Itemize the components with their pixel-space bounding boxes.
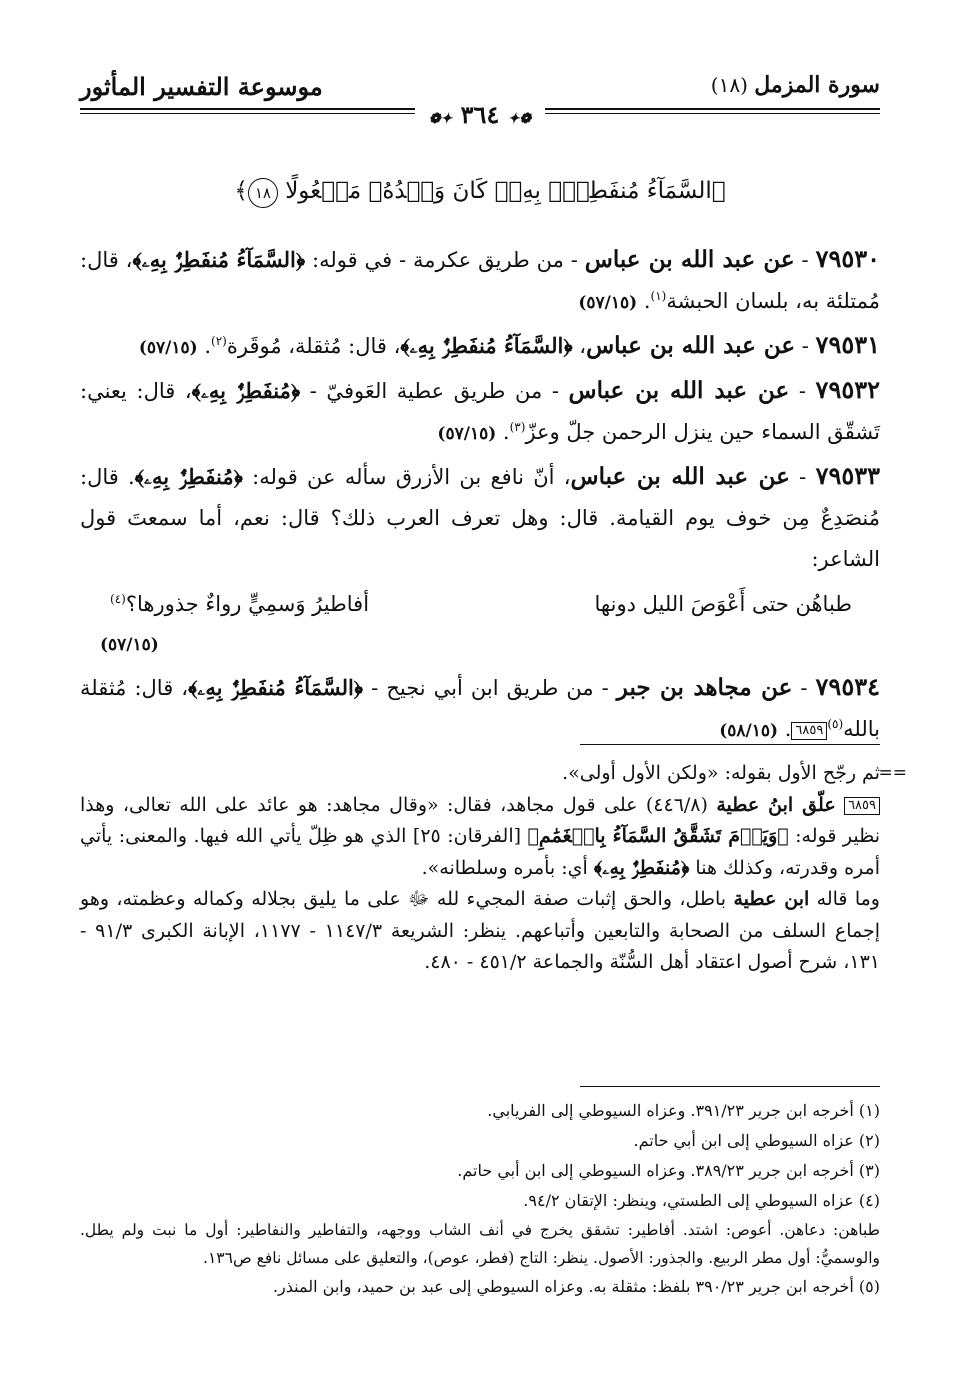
quran-quote: ﴿السَّمَآءُ مُنفَطِرٌۢ بِهِۦ﴾ (132, 247, 306, 272)
entry-number: ٧٩٥٣٣ (815, 461, 881, 490)
poem-hemistich-1: طباهُن حتى أَعْوَصَ الليل دونها (594, 592, 852, 616)
note-author: ابن عطية (733, 888, 810, 910)
entry-chain: - من طريق ابن أبي نجيح - (363, 676, 617, 700)
note-line: ثم رجّح الأول بقوله: «ولكن الأول أولى». (562, 762, 880, 784)
entry-number: ٧٩٥٣٠ (815, 244, 881, 273)
continuation-marker: == (878, 763, 907, 783)
athar-entry (80, 324, 880, 369)
quran-quote: ﴿السَّمَآءُ مُنفَطِرٌۢ بِهِۦ﴾ (188, 675, 364, 700)
volume-reference: (٥٧/١٥) (100, 635, 159, 655)
entry-end: . (778, 717, 792, 741)
surah-number: (١٨) (710, 73, 748, 97)
book-title: موسوعة التفسير المأثور (80, 72, 323, 101)
entry-dash: - (795, 334, 809, 358)
entry-number: ٧٩٥٣١ (815, 330, 880, 359)
page-number: ٣٦٤ (460, 100, 500, 129)
entry-text: ، قال: مُمتلئة به، بلسان الحبشة (80, 248, 880, 313)
entry-text: ، قال: مُثقلة، مُوقَرة (226, 334, 401, 358)
footnote-marker[interactable]: (٣) (509, 420, 526, 434)
quran-quote: ﴿مُنفَطِرٌۢ بِهِۦ﴾ (191, 378, 301, 403)
volume-reference: (٥٧/١٥) (138, 338, 198, 358)
footnote-marker[interactable]: (١) (650, 289, 667, 303)
main-text (80, 238, 880, 752)
footnotes (80, 1096, 880, 1302)
footnote-marker[interactable]: (٢) (211, 334, 227, 348)
entry-dash: - (789, 379, 806, 403)
note-paragraph (80, 790, 880, 885)
volume-reference: (٥٧/١٥) (578, 293, 638, 313)
footnote: (١) أخرجه ابن جرير ٣٩١/٢٣. وعزاه السيوطي إلى الفريابي. (487, 1101, 880, 1120)
quran-quote: ﴿مُنفَطِرٌۢ بِهِۦ﴾ (134, 464, 243, 489)
volume-reference: (٥٨/١٥) (719, 721, 779, 741)
footnote-gloss: طباهن: دعاهن. أعوص: اشتد. أفاطير: تشقق يخرج في أنف الشاب ووجهه، والتفاطير والنفاطير: أول ما نبت ولم يطل. والوسميُّ: أول مطر الربيع. والجذور: الأصول. ينظر: التاج (فطر، عوص)، والتعليق على مسائل نافع ص١٣٦. (80, 1221, 880, 1267)
verse-number-marker: ١٨ (248, 178, 278, 208)
entry-end: . (496, 420, 510, 444)
footnote: (٥) أخرجه ابن جرير ٣٩٠/٢٣ بلفظ: مثقلة به. وعزاه السيوطي إلى عبد بن حميد، وابن المنذر. (272, 1277, 880, 1296)
entry-number: ٧٩٥٣٢ (815, 375, 880, 404)
entry-text: . قال: مُنصَدِعٌ مِن خوف يوم القيامة. قال: وهل تعرف العرب ذلك؟ قال: نعم، أما سمعتَ قول الشاعر: (80, 465, 880, 571)
footnote-divider (580, 1086, 880, 1087)
footnote-marker[interactable]: (٤) (110, 592, 126, 606)
ornament-icon: ✦❁ (507, 111, 532, 127)
athar-entry (80, 238, 880, 324)
commentary-notes (80, 758, 907, 979)
note-text: أي: بأمره وسلطانه». (421, 856, 594, 879)
entry-chain: - من طريق عطية العَوفيّ - (300, 379, 569, 403)
page-header (80, 62, 880, 132)
entry-end: . (637, 289, 651, 313)
note-text: (٤٤٦/٨) على قول مجاهد، فقال: «وقال مجاهد: هو عائد على الله تعالى، وهذا نظير قوله: (80, 793, 880, 847)
page-number-wrap (80, 100, 880, 129)
verse-close-bracket: ﴾ (234, 178, 248, 204)
quran-verse (80, 178, 880, 208)
poem-verse (80, 584, 880, 625)
ornament-icon: ❁✦ (428, 111, 453, 127)
entry-text: ، قال: مُثقلة بالله (80, 676, 880, 741)
note-text: [الفرقان: ٢٥] الذي هو ظِلّ يأتي الله فيها. والمعنى: يأتي أمره وقدرته، وكذلك هنا (80, 825, 880, 879)
narrator-name: عن عبد الله بن عباس (586, 332, 796, 359)
narrator-name: عن عبد الله بن عباس (584, 246, 795, 273)
entry-chain: ، (572, 334, 587, 358)
entry-text: ، قال: يعني: تَشقّق السماء حين ينزل الرحمن جلّ وعزّ (80, 379, 880, 444)
commentary-number-box[interactable]: ٦٨٥٩ (791, 722, 827, 740)
athar-entry (80, 666, 880, 752)
note-paragraph (80, 884, 880, 979)
section-divider (580, 744, 880, 745)
entry-chain: ، أنّ نافع بن الأزرق سأله عن قوله: (242, 465, 571, 489)
athar-entry (80, 455, 880, 580)
entry-dash: - (792, 676, 808, 700)
entry-chain: - من طريق عكرمة - في قوله: (305, 248, 585, 272)
commentary-number-box: ٦٨٥٩ (844, 797, 880, 815)
entry-end: . (197, 334, 212, 358)
footnote-marker[interactable]: (٥) (827, 717, 844, 731)
athar-entry (80, 369, 880, 455)
note-text: باطل، والحق إثبات صفة المجيء لله ﷻ على ما يليق بجلاله وكماله وعظمته، وهو إجماع السلف من الصحابة والتابعين وأتباعهم. ينظر: الشريعة ١١٤٧/٣ - ١١٧٧، الإبانة الكبرى ٩١/٣ - ١٣١، شرح أصول اعتقاد أهل السُّنّة والجماعة ٤٥١/٢ - ٤٨٠. (80, 888, 880, 973)
quran-quote: ﴿وَيَوۡمَ تَشَقَّقُ السَّمَآءُ بِالۡغَمَٰمِ﴾ (527, 825, 789, 847)
note-author: علّق ابنُ عطية (716, 793, 836, 816)
poem-hemistich-2: أفاطيرُ وَسمِيٍّ رواءٌ جذورها؟ (125, 592, 370, 616)
narrator-name: عن مجاهد بن جبر (616, 674, 793, 701)
narrator-name: عن عبد الله بن عباس (568, 377, 790, 404)
entry-dash: - (789, 465, 807, 489)
surah-title: سورة المزمل (754, 72, 880, 98)
entry-number: ٧٩٥٣٤ (815, 672, 880, 701)
entry-dash: - (794, 248, 809, 272)
surah-heading (711, 72, 880, 98)
volume-reference: (٥٧/١٥) (437, 424, 497, 444)
footnote: (٣) أخرجه ابن جرير ٣٨٩/٢٣. وعزاه السيوطي إلى ابن أبي حاتم. (457, 1161, 880, 1180)
note-text: وما قاله (809, 888, 880, 910)
verse-text: ﴿السَّمَآءُ مُنفَطِرٌۢ بِهِۦۚ كَانَ وَعۡدُهُۥ مَفۡعُولًا (285, 178, 726, 204)
quran-quote: ﴿السَّمَآءُ مُنفَطِرٌۢ بِهِۦ﴾ (400, 333, 573, 358)
footnote: (٢) عزاه السيوطي إلى ابن أبي حاتم. (633, 1131, 880, 1150)
narrator-name: عن عبد الله بن عباس (570, 463, 790, 490)
footnote: (٤) عزاه السيوطي إلى الطستي، وينظر: الإتقان ٩٤/٢. (523, 1191, 880, 1210)
quran-quote: ﴿مُنفَطِرٌۢ بِهِۦ﴾ (593, 856, 690, 879)
